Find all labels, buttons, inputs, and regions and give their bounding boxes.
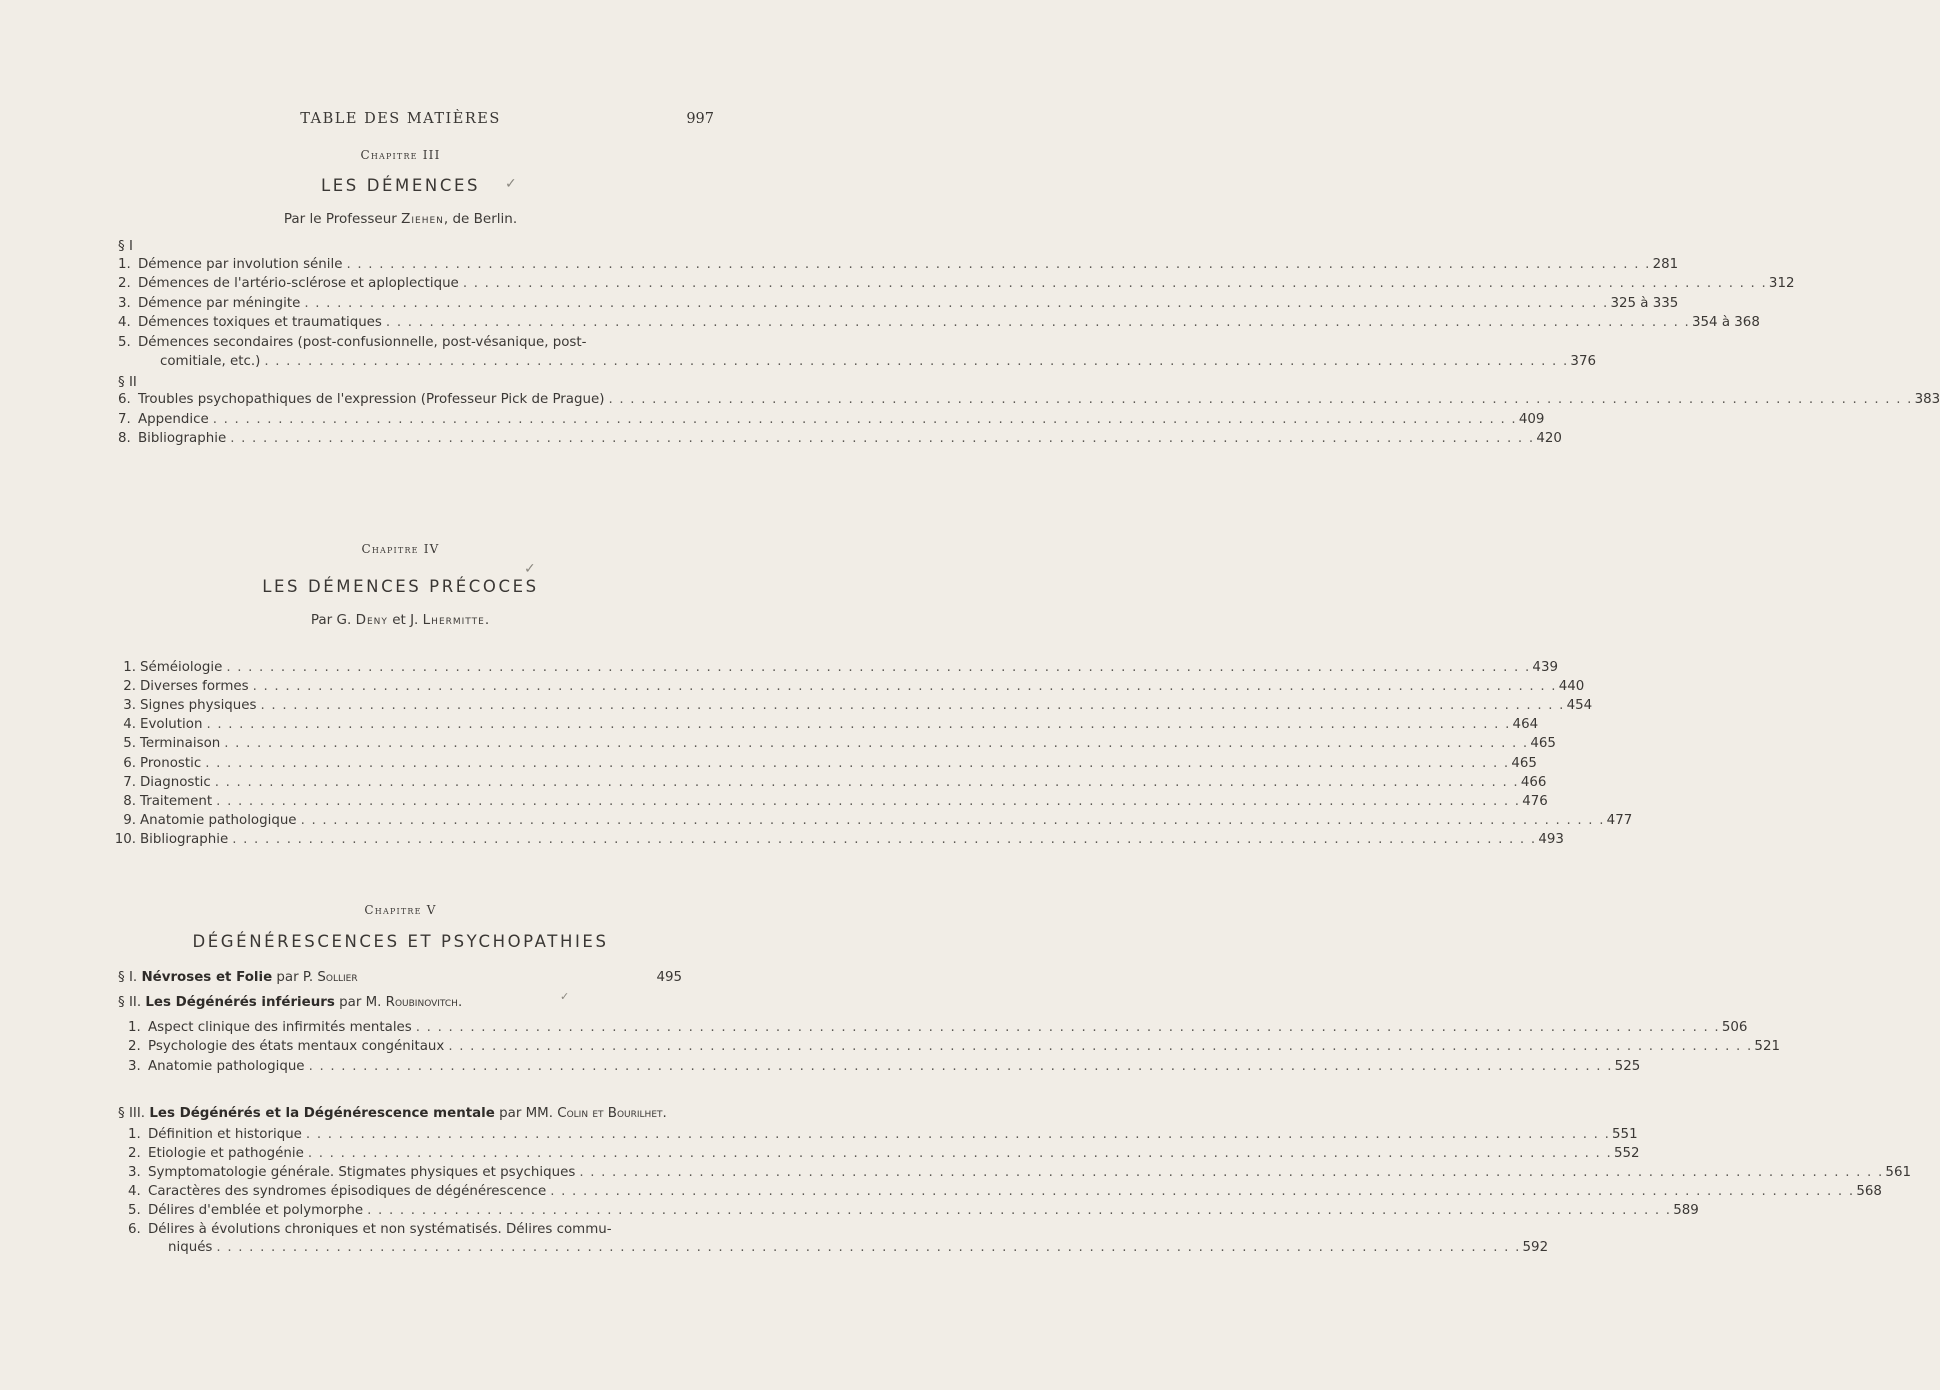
entry-page: 561: [1885, 1164, 1911, 1180]
entry-page: 506: [1721, 1020, 1748, 1035]
entry-title: Psychologie des états mentaux congénitaux: [148, 1039, 445, 1055]
entry-title: Diverses formes: [140, 679, 249, 695]
toc-entry: [110, 811, 1633, 831]
entry-page: 376: [1570, 354, 1596, 369]
toc-entry: [110, 754, 1537, 774]
dot-leader: . . . . . . . . . . . . . . . . . . . . . . . . . . . . . . . . . . . . . . . . . . . . . . . . . . . . . . . . . . . . . . . . . . . . . . . . . . . . . . . . . . . . . . . . . . . . . . . . . . . . . . . . . . . . . . . . . . . . . . . .: [448, 1039, 1753, 1055]
chapter-3-section-1: § I: [118, 239, 133, 254]
chapter-5-section-3: § III. Les Dégénérés et la Dégénérescence mentale par MM. Colin et Bourilhet.: [118, 1106, 667, 1121]
toc-entry: [128, 1144, 1640, 1164]
chapter-5-section-1: § I. Névroses et Folie par P. Sollier 495: [118, 968, 682, 988]
dot-leader: . . . . . . . . . . . . . . . . . . . . . . . . . . . . . . . . . . . . . . . . . . . . . . . . . . . . . . . . . . . . . . . . . . . . . . . . . . . . . . . . . . . . . . . . . . . . . . . . . . . . . . . . . . . . . . . . . . . . . . . .: [304, 295, 1609, 311]
running-head-title: TABLE DES MATIÈRES: [300, 111, 501, 127]
entry-title: Terminaison: [140, 736, 221, 752]
entry-page: 325 à 335: [1610, 295, 1679, 311]
dot-leader: . . . . . . . . . . . . . . . . . . . . . . . . . . . . . . . . . . . . . . . . . . . . . . . . . . . . . . . . . . . . . . . . . . . . . . . . . . . . . . . . . . . . . . . . . . . . . . . . . . . . . . . . . . . . . . . . . . . . . . . .: [232, 831, 1537, 847]
entry-number: 1.: [123, 660, 136, 675]
dot-leader: . . . . . . . . . . . . . . . . . . . . . . . . . . . . . . . . . . . . . . . . . . . . . . . . . . . . . . . . . . . . . . . . . . . . . . . . . . . . . . . . . . . . . . . . . . . . . . . . . . . . . . . . . . . . . . . . . . . . . . . .: [214, 774, 1519, 790]
dot-leader: . . . . . . . . . . . . . . . . . . . . . . . . . . . . . . . . . . . . . . . . . . . . . . . . . . . . . . . . . . . . . . . . . . . . . . . . . . . . . . . . . . . . . . . . . . . . . . . . . . . . . . . . . . . . . . . . . . . . . . . .: [415, 1020, 1720, 1035]
entry-page: 521: [1754, 1039, 1780, 1055]
dot-leader: . . . . . . . . . . . . . . . . . . . . . . . . . . . . . . . . . . . . . . . . . . . . . . . . . . . . . . . . . . . . . . . . . . . . . . . . . . . . . . . . . . . . . . . . . . . . . . . . . . . . . . . . . . . . . . . . . . . . . . . .: [550, 1183, 1855, 1199]
toc-entry: [128, 1037, 1780, 1057]
entry-title: Traitement: [140, 793, 213, 809]
pencil-check-mark-icon: ✓: [524, 561, 536, 577]
chapter-4-title: LES DÉMENCES PRÉCOCES: [262, 577, 539, 596]
entry-title: Signes physiques: [140, 698, 257, 714]
entry-page: 465: [1530, 736, 1556, 752]
entry-page: 589: [1673, 1202, 1699, 1218]
entry-title: comitiale, etc.): [160, 354, 261, 369]
chapter-4-author: Par G. Deny et J. Lhermitte.: [310, 612, 491, 628]
entry-number: 6.: [128, 1221, 141, 1237]
entry-number: 5.: [123, 736, 136, 752]
dot-leader: . . . . . . . . . . . . . . . . . . . . . . . . . . . . . . . . . . . . . . . . . . . . . . . . . . . . . . . . . . . . . . . . . . . . . . . . . . . . . . . . . . . . . . . . . . . . . . . . . . . . . . . . . . . . . . . . . . . . . . . .: [264, 354, 1569, 369]
entry-title: Délires d'emblée et polymorphe: [148, 1202, 364, 1218]
chapter-4-label: Chapitre IV: [361, 542, 440, 556]
entry-page: 312: [1768, 276, 1795, 292]
dot-leader: [358, 968, 655, 988]
toc-entry: [110, 715, 1539, 735]
dot-leader: . . . . . . . . . . . . . . . . . . . . . . . . . . . . . . . . . . . . . . . . . . . . . . . . . . . . . . . . . . . . . . . . . . . . . . . . . . . . . . . . . . . . . . . . . . . . . . . . . . . . . . . . . . . . . . . . . . . . . . . .: [260, 698, 1565, 714]
entry-number: 4.: [128, 1183, 141, 1199]
entry-number: 5.: [128, 1202, 141, 1218]
toc-entry: [118, 410, 1545, 430]
entry-number: 10.: [114, 831, 136, 847]
dot-leader: . . . . . . . . . . . . . . . . . . . . . . . . . . . . . . . . . . . . . . . . . . . . . . . . . . . . . . . . . . . . . . . . . . . . . . . . . . . . . . . . . . . . . . . . . . . . . . . . . . . . . . . . . . . . . . . . . . . . . . . .: [308, 1058, 1613, 1074]
chapter-5-label: Chapitre V: [364, 903, 437, 917]
entry-number: 4.: [123, 717, 136, 733]
entry-page: 568: [1856, 1183, 1882, 1199]
entry-page: 477: [1606, 812, 1633, 828]
toc-entry: [128, 1220, 682, 1240]
entry-number: 6.: [123, 755, 136, 771]
entry-title: Appendice: [138, 411, 209, 427]
pencil-check-mark-icon: ✓: [505, 176, 517, 192]
entry-page: 464: [1512, 717, 1539, 733]
dot-leader: . . . . . . . . . . . . . . . . . . . . . . . . . . . . . . . . . . . . . . . . . . . . . . . . . . . . . . . . . . . . . . . . . . . . . . . . . . . . . . . . . . . . . . . . . . . . . . . . . . . . . . . . . . . . . . . . . . . . . . . .: [462, 276, 1767, 292]
entry-title: Etiologie et pathogénie: [148, 1145, 304, 1161]
toc-entry: [110, 734, 1556, 754]
entry-title: Séméiologie: [140, 660, 223, 675]
toc-entry: [118, 274, 1795, 294]
entry-title: Troubles psychopathiques de l'expression (Professeur Pick de Prague): [138, 392, 605, 407]
entry-title: Démences toxiques et traumatiques: [138, 315, 382, 331]
toc-entry: [128, 1057, 1641, 1077]
dot-leader: . . . . . . . . . . . . . . . . . . . . . . . . . . . . . . . . . . . . . . . . . . . . . . . . . . . . . . . . . . . . . . . . . . . . . . . . . . . . . . . . . . . . . . . . . . . . . . . . . . . . . . . . . . . . . . . . . . . . . . . .: [252, 679, 1557, 695]
entry-number: 8.: [123, 793, 136, 809]
page-number: 997: [686, 111, 714, 127]
toc-entry: [128, 1182, 1882, 1202]
entry-number: [148, 1238, 168, 1258]
entry-title: Evolution: [140, 717, 203, 733]
entry-number: 2.: [123, 679, 136, 695]
entry-title: Anatomie pathologique: [140, 812, 297, 828]
toc-entry: [110, 830, 1564, 850]
entry-page: 354 à 368: [1692, 315, 1760, 331]
chapter-5-section-2: § II. Les Dégénérés inférieurs par M. Roubinovitch.: [118, 995, 463, 1010]
entry-number: 1.: [128, 1020, 141, 1035]
entry-title: Démence par involution sénile: [138, 257, 343, 272]
entry-page: 592: [1522, 1240, 1549, 1256]
toc-entry: [110, 773, 1547, 793]
entry-page: 454: [1566, 698, 1593, 714]
dot-leader: . . . . . . . . . . . . . . . . . . . . . . . . . . . . . . . . . . . . . . . . . . . . . . . . . . . . . . . . . . . . . . . . . . . . . . . . . . . . . . . . . . . . . . . . . . . . . . . . . . . . . . . . . . . . . . . . . . . . . . . .: [305, 1127, 1611, 1142]
chapter-5-title: DÉGÉNÉRESCENCES ET PSYCHOPATHIES: [192, 932, 609, 951]
running-head: [0, 111, 801, 135]
pencil-check-mark-icon: ✓: [560, 990, 570, 1003]
dot-leader: . . . . . . . . . . . . . . . . . . . . . . . . . . . . . . . . . . . . . . . . . . . . . . . . . . . . . . . . . . . . . . . . . . . . . . . . . . . . . . . . . . . . . . . . . . . . . . . . . . . . . . . . . . . . . . . . . . . . . . . .: [367, 1202, 1672, 1218]
dot-leader: . . . . . . . . . . . . . . . . . . . . . . . . . . . . . . . . . . . . . . . . . . . . . . . . . . . . . . . . . . . . . . . . . . . . . . . . . . . . . . . . . . . . . . . . . . . . . . . . . . . . . . . . . . . . . . . . . . . . . . . .: [385, 315, 1691, 331]
entry-number: 1.: [128, 1127, 141, 1142]
entry-title: Diagnostic: [140, 774, 211, 790]
entry-number: 2.: [128, 1145, 141, 1161]
entry-number: 3.: [128, 1058, 141, 1074]
toc-entry: [128, 1163, 1911, 1183]
dot-leader: . . . . . . . . . . . . . . . . . . . . . . . . . . . . . . . . . . . . . . . . . . . . . . . . . . . . . . . . . . . . . . . . . . . . . . . . . . . . . . . . . . . . . . . . . . . . . . . . . . . . . . . . . . . . . . . . . . . . . . . .: [205, 755, 1510, 771]
toc-entry: [118, 390, 1940, 410]
entry-number: 1.: [118, 257, 131, 272]
dot-leader: . . . . . . . . . . . . . . . . . . . . . . . . . . . . . . . . . . . . . . . . . . . . . . . . . . . . . . . . . . . . . . . . . . . . . . . . . . . . . . . . . . . . . . . . . . . . . . . . . . . . . . . . . . . . . . . . . . . . . . . .: [307, 1145, 1612, 1161]
entry-page: 551: [1612, 1127, 1638, 1142]
entry-title: Symptomatologie générale. Stigmates physiques et psychiques: [148, 1164, 576, 1180]
toc-entry: [148, 1238, 1549, 1258]
entry-number: 4.: [118, 315, 131, 331]
entry-number: [140, 352, 160, 372]
dot-leader: . . . . . . . . . . . . . . . . . . . . . . . . . . . . . . . . . . . . . . . . . . . . . . . . . . . . . . . . . . . . . . . . . . . . . . . . . . . . . . . . . . . . . . . . . . . . . . . . . . . . . . . . . . . . . . . . . . . . . . . .: [608, 392, 1913, 407]
dot-leader: . . . . . . . . . . . . . . . . . . . . . . . . . . . . . . . . . . . . . . . . . . . . . . . . . . . . . . . . . . . . . . . . . . . . . . . . . . . . . . . . . . . . . . . . . . . . . . . . . . . . . . . . . . . . . . . . . . . . . . . .: [212, 411, 1517, 427]
toc-entry: [118, 429, 1562, 449]
dot-leader: . . . . . . . . . . . . . . . . . . . . . . . . . . . . . . . . . . . . . . . . . . . . . . . . . . . . . . . . . . . . . . . . . . . . . . . . . . . . . . . . . . . . . . . . . . . . . . . . . . . . . . . . . . . . . . . . . . . . . . . .: [216, 1240, 1521, 1256]
entry-number: 7.: [123, 774, 136, 790]
chapter-3-author: Par le Professeur Ziehen, de Berlin.: [283, 211, 518, 227]
toc-entry: [128, 1201, 1699, 1221]
chapter-3-title: LES DÉMENCES: [320, 176, 481, 195]
toc-entry: [140, 352, 1596, 372]
entry-page: 465: [1511, 755, 1537, 771]
entry-title: niqués: [168, 1240, 213, 1256]
toc-entry: [110, 696, 1593, 716]
entry-page: 439: [1532, 660, 1558, 675]
dot-leader: . . . . . . . . . . . . . . . . . . . . . . . . . . . . . . . . . . . . . . . . . . . . . . . . . . . . . . . . . . . . . . . . . . . . . . . . . . . . . . . . . . . . . . . . . . . . . . . . . . . . . . . . . . . . . . . . . . . . . . . .: [206, 717, 1511, 733]
toc-entry: [118, 294, 1679, 314]
dot-leader: . . . . . . . . . . . . . . . . . . . . . . . . . . . . . . . . . . . . . . . . . . . . . . . . . . . . . . . . . . . . . . . . . . . . . . . . . . . . . . . . . . . . . . . . . . . . . . . . . . . . . . . . . . . . . . . . . . . . . . . .: [230, 431, 1535, 446]
entry-page: 281: [1652, 257, 1679, 272]
entry-title: Anatomie pathologique: [148, 1058, 305, 1074]
entry-title: Définition et historique: [148, 1127, 302, 1142]
entry-title: Démences de l'artério-sclérose et aploplectique: [138, 276, 459, 292]
chapter-3-section-2: § II: [118, 375, 137, 390]
dot-leader: . . . . . . . . . . . . . . . . . . . . . . . . . . . . . . . . . . . . . . . . . . . . . . . . . . . . . . . . . . . . . . . . . . . . . . . . . . . . . . . . . . . . . . . . . . . . . . . . . . . . . . . . . . . . . . . . . . . . . . . .: [346, 257, 1651, 272]
entry-page: 420: [1536, 431, 1562, 446]
dot-leader: . . . . . . . . . . . . . . . . . . . . . . . . . . . . . . . . . . . . . . . . . . . . . . . . . . . . . . . . . . . . . . . . . . . . . . . . . . . . . . . . . . . . . . . . . . . . . . . . . . . . . . . . . . . . . . . . . . . . . . . .: [224, 736, 1529, 752]
entry-number: 8.: [118, 431, 131, 446]
entry-page: 466: [1520, 774, 1547, 790]
dot-leader: . . . . . . . . . . . . . . . . . . . . . . . . . . . . . . . . . . . . . . . . . . . . . . . . . . . . . . . . . . . . . . . . . . . . . . . . . . . . . . . . . . . . . . . . . . . . . . . . . . . . . . . . . . . . . . . . . . . . . . . .: [300, 812, 1605, 828]
entry-number: 6.: [118, 392, 131, 407]
toc-entry: [110, 677, 1585, 697]
toc-entry: [118, 313, 1760, 333]
entry-title: Pronostic: [140, 755, 202, 771]
dot-leader: . . . . . . . . . . . . . . . . . . . . . . . . . . . . . . . . . . . . . . . . . . . . . . . . . . . . . . . . . . . . . . . . . . . . . . . . . . . . . . . . . . . . . . . . . . . . . . . . . . . . . . . . . . . . . . . . . . . . . . . .: [579, 1164, 1884, 1180]
dot-leader: . . . . . . . . . . . . . . . . . . . . . . . . . . . . . . . . . . . . . . . . . . . . . . . . . . . . . . . . . . . . . . . . . . . . . . . . . . . . . . . . . . . . . . . . . . . . . . . . . . . . . . . . . . . . . . . . . . . . . . . .: [216, 793, 1521, 809]
entry-page: 552: [1613, 1145, 1640, 1161]
entry-number: 7.: [118, 411, 131, 427]
toc-entry: [128, 1018, 1748, 1038]
entry-number: 3.: [118, 295, 131, 311]
chapter-3-label: Chapitre III: [360, 148, 441, 162]
entry-title: Délires à évolutions chroniques et non systématisés. Délires commu-: [148, 1221, 612, 1237]
entry-page: 409: [1518, 411, 1545, 427]
entry-page: 383: [1914, 392, 1940, 407]
toc-entry: [118, 255, 1679, 275]
entry-number: 3.: [123, 698, 136, 714]
toc-entry: [110, 658, 1558, 678]
entry-number: 2.: [118, 276, 131, 292]
dot-leader: . . . . . . . . . . . . . . . . . . . . . . . . . . . . . . . . . . . . . . . . . . . . . . . . . . . . . . . . . . . . . . . . . . . . . . . . . . . . . . . . . . . . . . . . . . . . . . . . . . . . . . . . . . . . . . . . . . . . . . . .: [226, 660, 1531, 675]
entry-number: 5.: [118, 334, 131, 350]
entry-title: Caractères des syndromes épisodiques de dégénérescence: [148, 1183, 547, 1199]
entry-page: 476: [1522, 793, 1548, 809]
entry-title: Bibliographie: [140, 831, 229, 847]
entry-number: 3.: [128, 1164, 141, 1180]
toc-entry: [110, 792, 1548, 812]
entry-title: Démence par méningite: [138, 295, 301, 311]
entry-title: Aspect clinique des infirmités mentales: [148, 1020, 412, 1035]
entry-page: 440: [1558, 679, 1585, 695]
entry-title: Démences secondaires (post-confusionnelle, post-vésanique, post-: [138, 334, 587, 350]
toc-entry: [118, 333, 682, 353]
entry-number: 2.: [128, 1039, 141, 1055]
entry-number: 9.: [123, 812, 136, 828]
entry-page: 525: [1614, 1058, 1641, 1074]
entry-title: Bibliographie: [138, 431, 227, 446]
entry-page: 493: [1538, 831, 1564, 847]
toc-entry: [128, 1125, 1638, 1145]
